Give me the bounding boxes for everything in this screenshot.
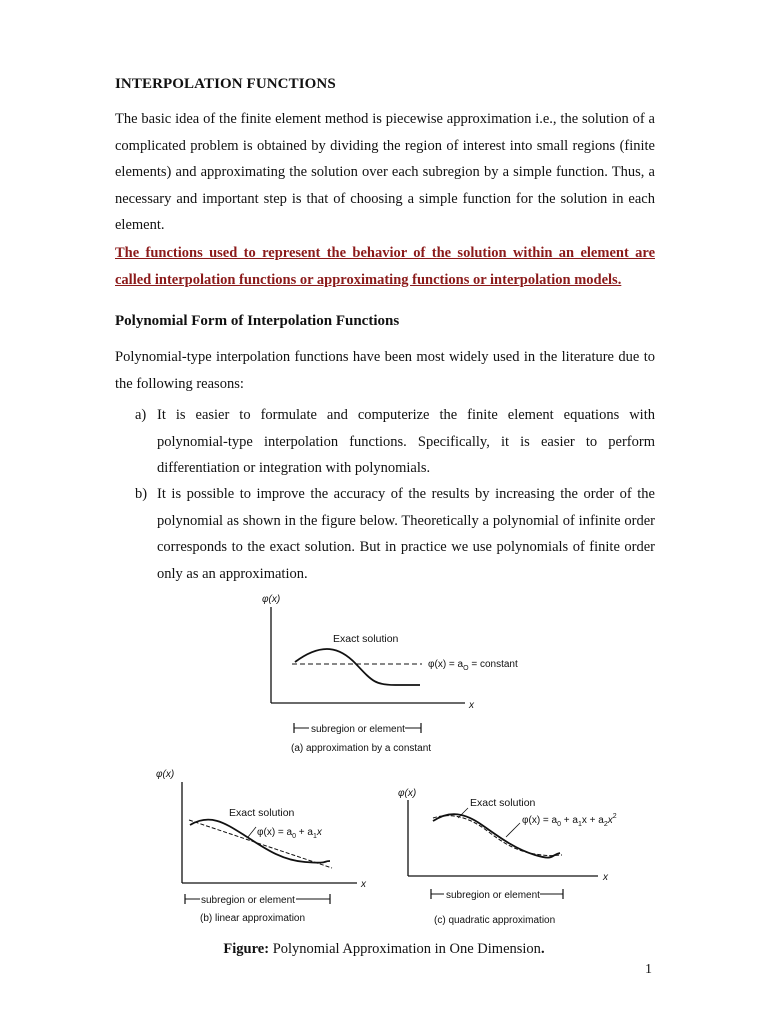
section-subheading: Polynomial Form of Interpolation Functions [115, 313, 400, 329]
panel-b-curve-label: Exact solution [229, 807, 295, 819]
panel-c-y-axis-label: φ(x) [398, 788, 417, 799]
panel-b-approx-label: $\varphi(x) = a_0 + a_1x$ [257, 827, 322, 840]
panel-a-approx-label: $\varphi(x) = a_O$ = constant [428, 659, 518, 672]
panel-b-leader-line [248, 827, 256, 837]
figure-caption [0, 941, 768, 958]
list-item-text: It is easier to formulate and computerize the finite element equations with polynomial-type interpolation functions. Specifically, it is easier to perform differentiation or integration with polynomials. [157, 407, 655, 476]
highlighted-definition: The functions used to represent the behavior of the solution within an element are called interpolation functions or approximating functions or interpolation models. [115, 245, 655, 288]
intro-paragraph: The basic idea of the finite element method is piecewise approximation i.e., the solution of a complicated problem is obtained by dividing the region of interest into small regions (finite elements) and approximating the solution over each subregion by a simple function. Thus, a necessary and important step is that of choosing a simple function for the solution in each element. [115, 111, 655, 233]
panel-b-region-label: subregion or element [201, 895, 295, 906]
figure-caption-label: Figure: [223, 941, 270, 957]
panel-b-x-axis-label: x [361, 879, 366, 890]
panel-a-exact-curve [295, 649, 420, 685]
panel-c-x-axis-label: x [603, 872, 608, 883]
list-marker: b) [135, 486, 148, 502]
figure-panel-b [156, 769, 367, 924]
panel-c-region-label: subregion or element [446, 890, 540, 901]
figure-caption-text: Polynomial Approximation in One Dimension [269, 941, 541, 957]
panel-c-approx-label: $\varphi(x) = a_0 + a_1x + a_2x^2$ [522, 813, 617, 828]
panel-b-y-axis-label: φ(x) [156, 769, 175, 780]
figure-caption-period: . [540, 941, 545, 957]
panel-a-curve-label: Exact solution [333, 633, 399, 645]
panel-a-y-axis-label: φ(x) [262, 594, 281, 605]
reasons-paragraph: Polynomial-type interpolation functions have been most widely used in the literature due to the following reasons: [115, 349, 655, 392]
panel-b-caption: (b) linear approximation [200, 913, 306, 924]
list-marker: a) [135, 407, 147, 423]
list-item-text: It is possible to improve the accuracy of the results by increasing the order of the polynomial as shown in the figure below. Theoretically a polynomial of infinite order corresponds to the exact solution. But in practice we use polynomials of finite order only as an approximation. [157, 486, 655, 582]
panel-c-approx-leader [506, 823, 520, 837]
page-heading: INTERPOLATION FUNCTIONS [115, 76, 336, 92]
panel-a-caption: (a) approximation by a constant [291, 743, 432, 754]
panel-c-caption: (c) quadratic approximation [434, 915, 556, 926]
figure-panel-a [262, 594, 518, 754]
panel-a-x-axis-label: x [469, 700, 474, 711]
polynomial-approximation-figure [0, 585, 768, 935]
panel-c-curve-label: Exact solution [470, 797, 536, 809]
panel-a-region-label: subregion or element [311, 724, 405, 735]
figure-panel-c [398, 788, 617, 926]
page-number: 1 [645, 962, 652, 977]
